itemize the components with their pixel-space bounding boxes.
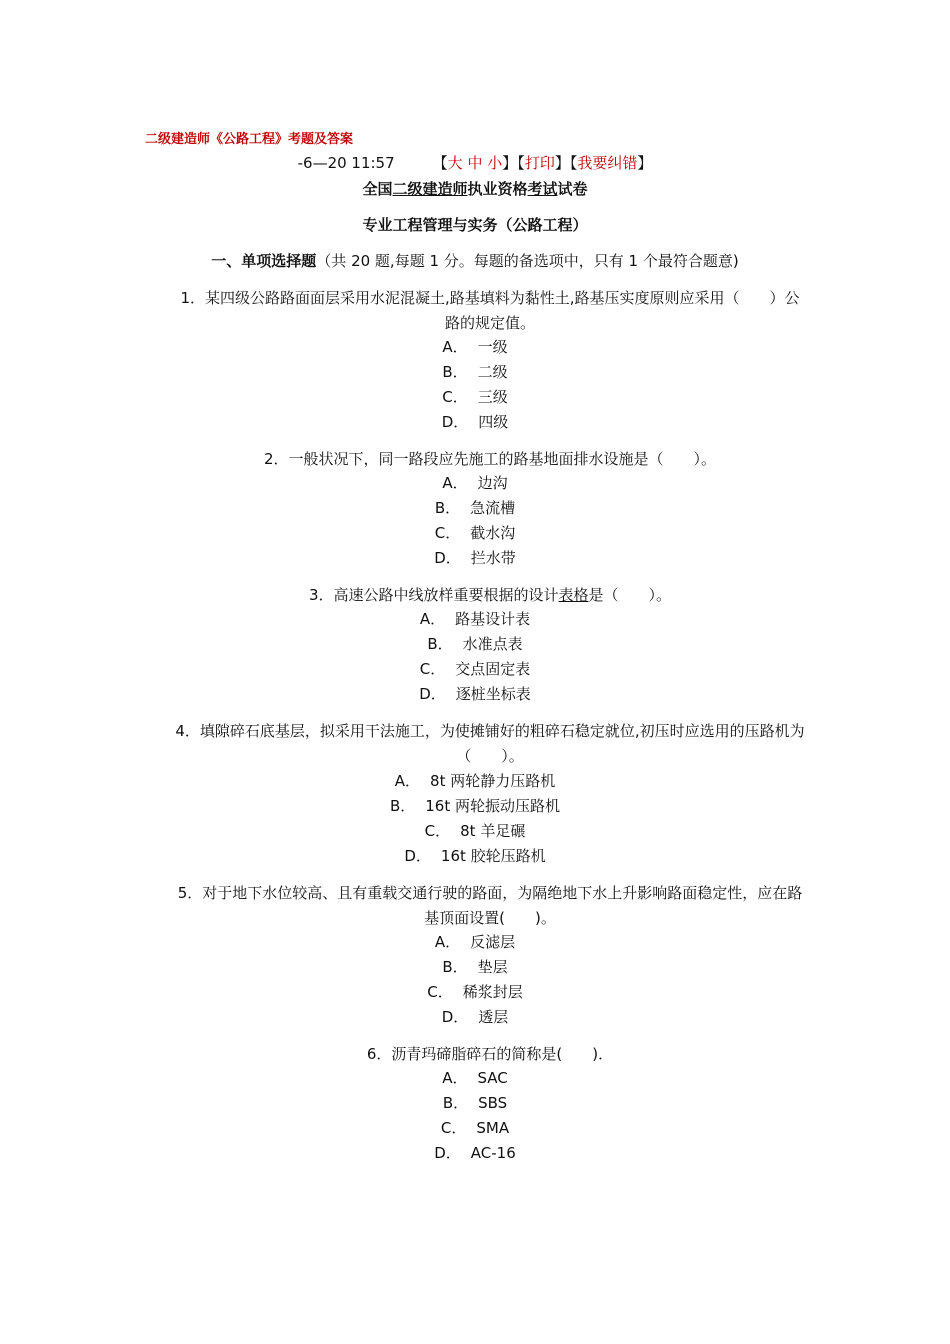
option-label: C． [440,1119,467,1137]
answer-option [0,607,950,632]
option-text: 透层 [478,1008,509,1026]
answer-option [0,1091,950,1116]
option-text: SMA [476,1119,510,1137]
option-label: D． [441,413,469,431]
option-label: A． [394,772,421,790]
option-label: B． [442,958,468,976]
option-text: 逐桩坐标表 [455,685,531,703]
answer-option [0,844,950,869]
option-text: 8t 两轮静力压路机 [430,772,556,790]
option-text: 四级 [478,413,509,431]
option-label: C． [442,388,468,406]
option-label: A． [442,338,468,356]
option-label: B． [427,635,453,653]
option-text: 二级 [477,363,508,381]
meta-bar [0,152,950,173]
question-text-part: 是（ ）。 [588,586,672,604]
font-size-medium-link[interactable]: 中 [467,154,483,172]
question-underlined-term: 表格 [558,586,589,604]
option-label: A． [434,933,461,951]
answer-option [0,794,950,819]
answer-option [0,335,950,360]
answer-option [0,657,950,682]
option-label: A． [442,1069,468,1087]
option-label: A． [442,474,468,492]
question-text: 4．填隙碎石底基层，拟采用干法施工，为使摊铺好的粗碎石稳定就位,初压时应选用的压路机为（ ）。 [175,722,805,765]
option-label: B． [442,363,468,381]
answer-option [0,682,950,707]
option-text: 水准点表 [462,635,523,653]
option-text: SBS [478,1094,508,1112]
question-text: 1．某四级公路路面面层采用水泥混凝土,路基填料为黏性土,路基压实度原则应采用（ ）公路的规定值。 [180,289,800,332]
bracket-open: 【 [517,154,525,172]
option-text: AC-16 [470,1144,516,1162]
heading-text: 试卷 [557,180,588,198]
answer-option [0,471,950,496]
heading-underlined-text: 考试 [527,180,558,198]
answer-option [0,546,950,571]
option-text: 截水沟 [470,524,516,542]
answer-option [0,819,950,844]
answer-option [0,1066,950,1091]
answer-option [0,632,950,657]
option-text: 拦水带 [470,549,516,567]
option-label: D． [434,549,461,567]
option-text: 路基设计表 [455,610,531,628]
option-text: 交点固定表 [455,660,531,678]
option-text: 边沟 [477,474,508,492]
question-text: 2．一般状况下，同一路段应先施工的路基地面排水设施是（ ）。 [263,450,717,468]
exam-heading [0,178,950,199]
subject-heading: 专业工程管理与实务（公路工程） [362,216,588,234]
option-label: C． [424,822,451,840]
answer-option [0,360,950,385]
answer-option [0,955,950,980]
bracket-close: 】 [502,154,518,172]
heading-text: 全国 [362,180,393,198]
answer-option [0,1116,950,1141]
option-label: D． [434,1144,461,1162]
section-label: 一、单项选择题 [211,252,317,270]
option-text: 8t 羊足碾 [460,822,526,840]
answer-option [0,980,950,1005]
option-text: 16t 胶轮压路机 [440,847,546,865]
answer-option [0,1141,950,1166]
font-size-small-link[interactable]: 小 [487,154,503,172]
option-text: 反滤层 [470,933,516,951]
option-label: C． [434,524,461,542]
option-text: SAC [477,1069,508,1087]
option-text: 急流槽 [470,499,516,517]
answer-option [0,521,950,546]
section-note: （共 20 题,每题 1 分。每题的备选项中，只有 1 个最符合题意) [316,252,739,270]
answer-option [0,496,950,521]
answer-option [0,385,950,410]
font-size-large-link[interactable]: 大 [447,154,463,172]
question-text [175,583,805,608]
question-text: 5．对于地下水位较高、且有重载交通行驶的路面，为隔绝地下水上升影响路面稳定性，应在路基顶面设置( )。 [177,884,803,927]
bracket-close: 】 [554,154,570,172]
heading-text: 执业资格 [467,180,528,198]
bracket-open: 【 [569,154,578,172]
option-label: C． [419,660,446,678]
question-text: 6．沥青玛碲脂碎石的简称是( )． [366,1045,614,1063]
option-text: 垫层 [477,958,508,976]
report-error-link[interactable]: 我要纠错 [577,154,638,172]
option-label: D． [404,847,431,865]
option-text: 稀浆封层 [462,983,523,1001]
option-text: 一级 [477,338,508,356]
option-label: A． [419,610,446,628]
answer-option [0,410,950,435]
option-label: B． [434,499,461,517]
question-text-part: 3．高速公路中线放样重要根据的设计 [308,586,559,604]
option-label: D． [441,1008,469,1026]
answer-option [0,930,950,955]
answer-option [0,1005,950,1030]
section-heading [0,250,950,271]
bracket-close: 】 [637,154,653,172]
print-link[interactable]: 打印 [524,154,555,172]
option-text: 三级 [477,388,508,406]
heading-underlined-text: 二级建造师 [392,180,468,198]
bracket-open: 【 [432,154,448,172]
option-label: D． [419,685,446,703]
option-label: B． [442,1094,469,1112]
option-label: B． [389,797,416,815]
answer-option [0,769,950,794]
option-label: C． [427,983,453,1001]
document-title-link[interactable]: 二级建造师《公路工程》考题及答案 [145,132,354,147]
publish-date: -6—20 11:57 [297,154,395,172]
option-text: 16t 两轮振动压路机 [425,797,561,815]
